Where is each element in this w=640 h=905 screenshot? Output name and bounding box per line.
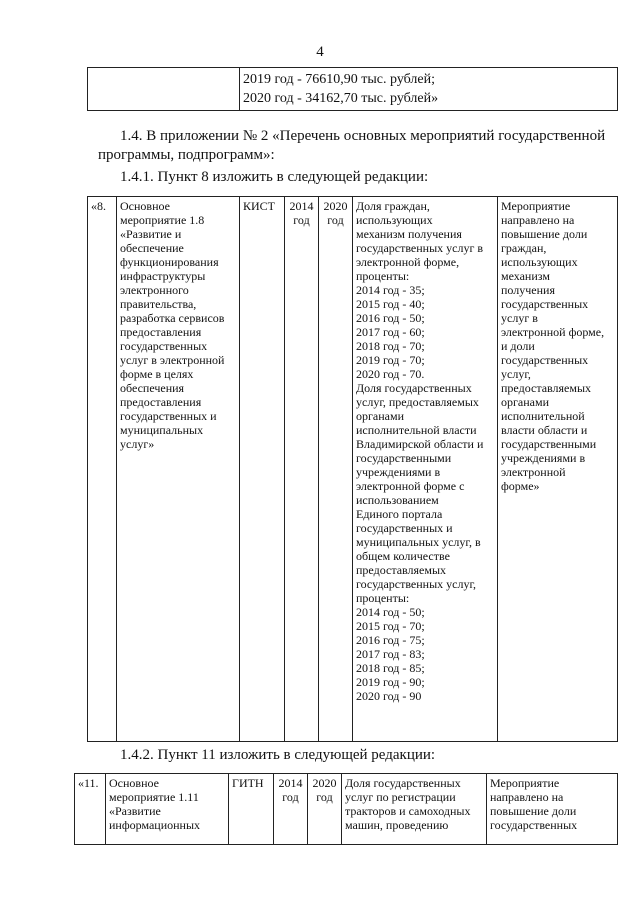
cell-line: тракторов и самоходных bbox=[345, 804, 471, 818]
cell-line: Мероприятие bbox=[501, 199, 571, 213]
cell-line: 2018 год - 85; bbox=[356, 661, 425, 675]
cell-line: общем количестве bbox=[356, 549, 450, 563]
cell-line: власти области и bbox=[501, 423, 588, 437]
start-year: 2014 bbox=[278, 776, 303, 790]
cell-line: услуг, bbox=[501, 367, 531, 381]
cell-line: государственными bbox=[356, 451, 452, 465]
end-year-unit: год bbox=[327, 213, 344, 227]
end-year: 2020 bbox=[323, 199, 348, 213]
cell-line: услуг» bbox=[120, 437, 155, 451]
cell-line: Доля граждан, bbox=[356, 199, 430, 213]
cell-line: 2016 год - 75; bbox=[356, 633, 425, 647]
cell-line: «Развитие bbox=[109, 804, 161, 818]
cell-line: Мероприятие bbox=[490, 776, 560, 790]
cell-line: граждан, bbox=[501, 241, 547, 255]
cell-line: 2019 год - 70; bbox=[356, 353, 425, 367]
cell-line: 2017 год - 60; bbox=[356, 325, 425, 339]
cell-line: машин, проведению bbox=[345, 818, 449, 832]
end-year-cell bbox=[308, 774, 342, 845]
cell-line: 2020 год - 70. bbox=[356, 367, 425, 381]
cell-line: учреждениями в bbox=[356, 465, 441, 479]
item-name-cell bbox=[117, 197, 240, 742]
cell-line: государственных и bbox=[120, 409, 217, 423]
cell-line: органами bbox=[356, 409, 405, 423]
cell-line: Доля государственных bbox=[356, 381, 472, 395]
cell-line: государственных и bbox=[356, 521, 453, 535]
indicator-cell bbox=[342, 774, 487, 845]
item-8-table bbox=[87, 196, 618, 742]
item-number-cell: «11. bbox=[75, 774, 106, 845]
relation-cell bbox=[487, 774, 618, 845]
cell-line: услуг в bbox=[501, 311, 538, 325]
cell-line: проценты: bbox=[356, 591, 410, 605]
cell-line: государственных bbox=[490, 818, 578, 832]
cell-line: предоставления bbox=[120, 395, 202, 409]
cell-line: повышение доли bbox=[501, 227, 588, 241]
cell-line: 2020 год - 90 bbox=[356, 689, 422, 703]
cell-line: использующих bbox=[356, 213, 433, 227]
start-year-unit: год bbox=[293, 213, 310, 227]
paragraph-1-4: 1.4. В приложении № 2 «Перечень основных мероприятий государственной программы, подпрограмм»: bbox=[98, 128, 606, 163]
budget-line: 2020 год - 34162,70 тыс. рублей» bbox=[243, 91, 439, 106]
cell-line: правительства, bbox=[120, 297, 197, 311]
cell-line: 2014 год - 50; bbox=[356, 605, 425, 619]
budget-table bbox=[87, 67, 618, 111]
cell-line: 2019 год - 90; bbox=[356, 675, 425, 689]
paragraph-1-4-1: 1.4.1. Пункт 8 изложить в следующей редакции: bbox=[120, 169, 429, 185]
cell-line: «Развитие и bbox=[120, 227, 182, 241]
budget-line: 2019 год - 76610,90 тыс. рублей; bbox=[243, 72, 436, 87]
cell-line: использованием bbox=[356, 493, 439, 507]
cell-line: учреждениями в bbox=[501, 451, 586, 465]
end-year-unit: год bbox=[316, 790, 333, 804]
cell-line: муниципальных услуг, в bbox=[356, 535, 481, 549]
cell-line: Основное bbox=[120, 199, 170, 213]
cell-line: функционирования bbox=[120, 255, 219, 269]
page-number: 4 bbox=[316, 44, 324, 60]
cell-line: механизм получения bbox=[356, 227, 462, 241]
cell-line: мероприятие 1.11 bbox=[109, 790, 199, 804]
cell-line: 2015 год - 40; bbox=[356, 297, 425, 311]
indicator-cell bbox=[353, 197, 498, 742]
cell-line: инфраструктуры bbox=[120, 269, 206, 283]
cell-line: предоставляемых bbox=[501, 381, 592, 395]
cell-line: получения bbox=[501, 283, 555, 297]
paragraph-1-4-2: 1.4.2. Пункт 11 изложить в следующей редакции: bbox=[120, 747, 436, 763]
item-name-cell bbox=[106, 774, 229, 845]
item-11-table bbox=[74, 773, 618, 845]
end-year-cell bbox=[319, 197, 353, 742]
cell-line: Основное bbox=[109, 776, 159, 790]
cell-line: повышение доли bbox=[490, 804, 577, 818]
cell-line: механизм bbox=[501, 269, 550, 283]
cell-line: электронного bbox=[120, 283, 189, 297]
cell-line: государственных bbox=[501, 297, 589, 311]
relation-cell bbox=[498, 197, 618, 742]
cell-line: органами bbox=[501, 395, 550, 409]
cell-line: исполнительной bbox=[501, 409, 585, 423]
cell-line: предоставляемых bbox=[356, 563, 447, 577]
start-year-unit: год bbox=[282, 790, 299, 804]
start-year-cell bbox=[285, 197, 319, 742]
cell-line: проценты: bbox=[356, 269, 410, 283]
cell-line: обеспечение bbox=[120, 241, 184, 255]
cell-line: муниципальных bbox=[120, 423, 204, 437]
cell-line: и доли bbox=[501, 339, 535, 353]
cell-line: мероприятие 1.8 bbox=[120, 213, 205, 227]
cell-line: государственных услуг в bbox=[356, 241, 484, 255]
cell-line: Доля государственных bbox=[345, 776, 461, 790]
cell-line: услуг по регистрации bbox=[345, 790, 456, 804]
cell-line: использующих bbox=[501, 255, 578, 269]
cell-line: исполнительной власти bbox=[356, 423, 477, 437]
cell-line: предоставления bbox=[120, 325, 202, 339]
cell-line: информационных bbox=[109, 818, 201, 832]
cell-line: обеспечения bbox=[120, 381, 185, 395]
cell-line: государственных bbox=[120, 339, 208, 353]
cell-line: услуг в электронной bbox=[120, 353, 225, 367]
cell-line: 2016 год - 50; bbox=[356, 311, 425, 325]
cell-line: 2014 год - 35; bbox=[356, 283, 425, 297]
cell-line: электронной форме с bbox=[356, 479, 465, 493]
cell-line: электронной форме, bbox=[356, 255, 460, 269]
cell-line: электронной форме, bbox=[501, 325, 605, 339]
executor-cell: КИСТ bbox=[240, 197, 285, 742]
cell-line: электронной bbox=[501, 465, 566, 479]
start-year-cell bbox=[274, 774, 308, 845]
cell-line: разработка сервисов bbox=[120, 311, 225, 325]
start-year: 2014 bbox=[289, 199, 314, 213]
cell-line: государственными bbox=[501, 437, 597, 451]
cell-line: 2015 год - 70; bbox=[356, 619, 425, 633]
item-number-cell: «8. bbox=[88, 197, 117, 742]
budget-table-empty-cell bbox=[88, 68, 240, 111]
end-year: 2020 bbox=[312, 776, 337, 790]
cell-line: 2017 год - 83; bbox=[356, 647, 425, 661]
cell-line: Владимирской области и bbox=[356, 437, 484, 451]
cell-line: государственных bbox=[501, 353, 589, 367]
cell-line: форме» bbox=[501, 479, 540, 493]
cell-line: услуг, предоставляемых bbox=[356, 395, 479, 409]
cell-line: форме в целях bbox=[120, 367, 194, 381]
executor-cell: ГИТН bbox=[229, 774, 274, 845]
cell-line: направлено на bbox=[501, 213, 575, 227]
cell-line: направлено на bbox=[490, 790, 564, 804]
cell-line: государственных услуг, bbox=[356, 577, 477, 591]
cell-line: Единого портала bbox=[356, 507, 443, 521]
budget-table-text-cell bbox=[240, 68, 618, 111]
cell-line: 2018 год - 70; bbox=[356, 339, 425, 353]
